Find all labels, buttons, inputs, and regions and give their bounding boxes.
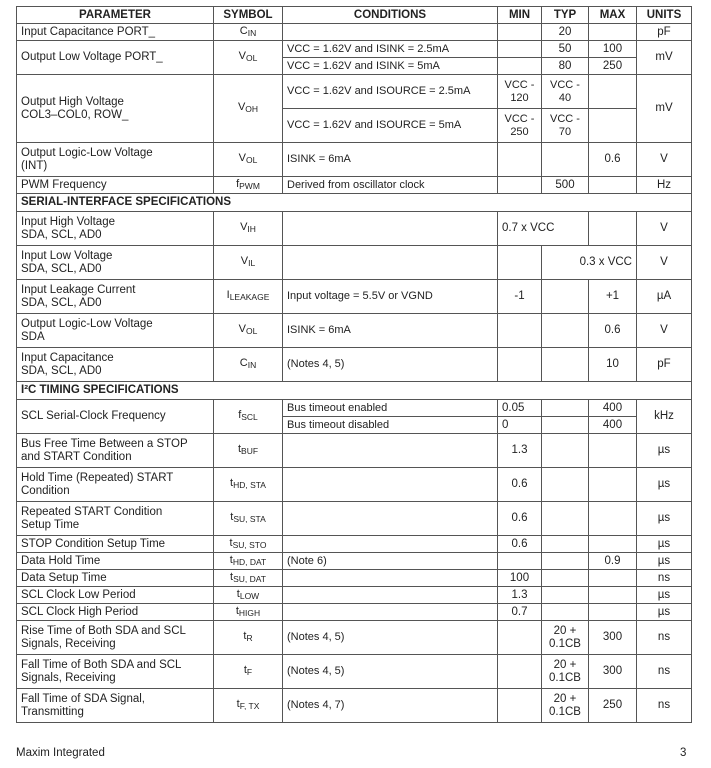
col-typ: TYP — [542, 7, 589, 24]
units-cell: µs — [637, 468, 692, 502]
units-cell: µs — [637, 502, 692, 536]
conditions-cell: Bus timeout enabled — [283, 400, 498, 417]
param-cell: STOP Condition Setup Time — [17, 536, 214, 553]
param-cell: Input Leakage Current SDA, SCL, AD0 — [17, 280, 214, 314]
conditions-cell — [283, 536, 498, 553]
min-cell: 0.6 — [498, 536, 542, 553]
table-row — [17, 280, 692, 314]
min-cell: -1 — [498, 280, 542, 314]
max-cell — [589, 536, 637, 553]
table-row — [17, 41, 692, 58]
typ-cell — [542, 143, 589, 177]
symbol-cell: $I_{LEAKAGE}$ — [214, 280, 283, 314]
table-row — [17, 246, 692, 280]
units-cell: ns — [637, 570, 692, 587]
param-cell: Output Logic-Low Voltage SDA — [17, 314, 214, 348]
max-cell — [589, 570, 637, 587]
table-row — [17, 177, 692, 194]
col-conditions: CONDITIONS — [283, 7, 498, 24]
col-units: UNITS — [637, 7, 692, 24]
max-cell: 0.6 — [589, 314, 637, 348]
symbol-cell: $C_{IN}$ — [214, 348, 283, 382]
symbol-cell: $f_{SCL}$ — [214, 400, 283, 434]
min-cell: 0.6 — [498, 502, 542, 536]
symbol-cell: $t_{HD, DAT}$ — [214, 553, 283, 570]
symbol-cell: $t_{HIGH}$ — [214, 604, 283, 621]
max-cell — [589, 502, 637, 536]
table-row — [17, 655, 692, 689]
param-cell: Data Setup Time — [17, 570, 214, 587]
min-cell — [498, 24, 542, 41]
min-cell — [498, 314, 542, 348]
units-cell: pF — [637, 24, 692, 41]
conditions-cell: VCC = 1.62V and ISINK = 5mA — [283, 58, 498, 75]
units-cell: µA — [637, 280, 692, 314]
units-cell: V — [637, 143, 692, 177]
conditions-cell: (Notes 4, 7) — [283, 689, 498, 723]
min-cell — [498, 41, 542, 58]
col-parameter: PARAMETER — [17, 7, 214, 24]
conditions-cell — [283, 502, 498, 536]
symbol-cell: $t_{F, TX}$ — [214, 689, 283, 723]
units-cell: µs — [637, 587, 692, 604]
max-cell: 0.3 x VCC — [542, 246, 637, 280]
section-heading-i2c: I²C TIMING SPECIFICATIONS — [17, 382, 692, 400]
param-cell: Fall Time of Both SDA and SCL Signals, Receiving — [17, 655, 214, 689]
conditions-cell — [283, 212, 498, 246]
table-row — [17, 348, 692, 382]
param-cell: Repeated START Condition Setup Time — [17, 502, 214, 536]
units-cell: µs — [637, 434, 692, 468]
table-row — [17, 314, 692, 348]
min-cell: 1.3 — [498, 434, 542, 468]
symbol-cell: $V_{OL}$ — [214, 41, 283, 75]
typ-cell — [542, 502, 589, 536]
min-cell: 0.05 — [498, 400, 542, 417]
conditions-cell: VCC = 1.62V and ISINK = 2.5mA — [283, 41, 498, 58]
table-row — [17, 570, 692, 587]
symbol-cell: $t_R$ — [214, 621, 283, 655]
units-cell: V — [637, 314, 692, 348]
param-cell: Input High Voltage SDA, SCL, AD0 — [17, 212, 214, 246]
max-cell: 250 — [589, 689, 637, 723]
conditions-cell — [283, 24, 498, 41]
table-row — [17, 604, 692, 621]
min-cell: VCC - 250 — [498, 109, 542, 143]
param-cell: Output Logic-Low Voltage (INT) — [17, 143, 214, 177]
param-cell: Input Low Voltage SDA, SCL, AD0 — [17, 246, 214, 280]
table-row — [17, 468, 692, 502]
conditions-cell: VCC = 1.62V and ISOURCE = 5mA — [283, 109, 498, 143]
max-cell: 100 — [589, 41, 637, 58]
symbol-cell: $t_F$ — [214, 655, 283, 689]
param-cell: Output High Voltage COL3–COL0, ROW_ — [17, 75, 214, 143]
min-cell — [498, 177, 542, 194]
typ-cell: 20 + 0.1CB — [542, 689, 589, 723]
min-cell: 1.3 — [498, 587, 542, 604]
section-row — [17, 382, 692, 400]
typ-cell — [542, 434, 589, 468]
typ-cell — [542, 348, 589, 382]
min-cell: 0.7 — [498, 604, 542, 621]
units-cell: µs — [637, 536, 692, 553]
symbol-cell: $V_{IH}$ — [214, 212, 283, 246]
typ-cell: 50 — [542, 41, 589, 58]
conditions-cell: (Notes 4, 5) — [283, 655, 498, 689]
table-row — [17, 434, 692, 468]
min-cell: 0.7 x VCC — [498, 212, 589, 246]
units-cell: mV — [637, 75, 692, 143]
max-cell — [589, 212, 637, 246]
table-row — [17, 621, 692, 655]
conditions-cell — [283, 587, 498, 604]
min-cell: 0 — [498, 417, 542, 434]
min-cell: 0.6 — [498, 468, 542, 502]
typ-cell: VCC - 40 — [542, 75, 589, 109]
units-cell: mV — [637, 41, 692, 75]
table-row — [17, 75, 692, 109]
footer-company: Maxim Integrated — [16, 747, 105, 759]
conditions-cell — [283, 434, 498, 468]
param-cell: Bus Free Time Between a STOP and START Condition — [17, 434, 214, 468]
conditions-cell: ISINK = 6mA — [283, 314, 498, 348]
units-cell: Hz — [637, 177, 692, 194]
conditions-cell: Input voltage = 5.5V or VGND — [283, 280, 498, 314]
typ-cell — [542, 417, 589, 434]
conditions-cell — [283, 468, 498, 502]
param-cell: Input Capacitance PORT_ — [17, 24, 214, 41]
max-cell: 400 — [589, 417, 637, 434]
units-cell: kHz — [637, 400, 692, 434]
min-cell — [498, 655, 542, 689]
symbol-cell: $t_{SU, STO}$ — [214, 536, 283, 553]
table-row — [17, 502, 692, 536]
typ-cell — [542, 604, 589, 621]
table-row — [17, 587, 692, 604]
section-row — [17, 194, 692, 212]
symbol-cell: $t_{LOW}$ — [214, 587, 283, 604]
min-cell — [498, 58, 542, 75]
symbol-cell: $t_{HD, STA}$ — [214, 468, 283, 502]
min-cell — [498, 143, 542, 177]
max-cell: 0.9 — [589, 553, 637, 570]
units-cell: ns — [637, 655, 692, 689]
typ-cell: 20 — [542, 24, 589, 41]
max-cell: 10 — [589, 348, 637, 382]
max-cell: 0.6 — [589, 143, 637, 177]
max-cell: 300 — [589, 621, 637, 655]
units-cell: µs — [637, 553, 692, 570]
symbol-cell: $V_{OL}$ — [214, 314, 283, 348]
max-cell: +1 — [589, 280, 637, 314]
typ-cell — [542, 570, 589, 587]
units-cell: ns — [637, 689, 692, 723]
param-cell: PWM Frequency — [17, 177, 214, 194]
param-cell: Data Hold Time — [17, 553, 214, 570]
max-cell — [589, 434, 637, 468]
col-symbol: SYMBOL — [214, 7, 283, 24]
units-cell: ns — [637, 621, 692, 655]
header-row — [17, 7, 692, 24]
min-cell: 100 — [498, 570, 542, 587]
max-cell — [589, 75, 637, 109]
typ-cell — [542, 536, 589, 553]
conditions-cell — [283, 570, 498, 587]
table-row — [17, 536, 692, 553]
max-cell: 400 — [589, 400, 637, 417]
table-row — [17, 553, 692, 570]
param-cell: SCL Serial-Clock Frequency — [17, 400, 214, 434]
table-row — [17, 24, 692, 41]
typ-cell: 20 + 0.1CB — [542, 621, 589, 655]
typ-cell — [542, 280, 589, 314]
conditions-cell: VCC = 1.62V and ISOURCE = 2.5mA — [283, 75, 498, 109]
symbol-cell: $t_{BUF}$ — [214, 434, 283, 468]
conditions-cell — [283, 604, 498, 621]
symbol-cell: $V_{IL}$ — [214, 246, 283, 280]
typ-cell: 80 — [542, 58, 589, 75]
symbol-cell: $t_{SU, STA}$ — [214, 502, 283, 536]
typ-cell — [542, 314, 589, 348]
typ-cell — [542, 468, 589, 502]
max-cell — [589, 109, 637, 143]
table-row — [17, 400, 692, 417]
min-cell — [498, 689, 542, 723]
max-cell — [589, 587, 637, 604]
max-cell — [589, 177, 637, 194]
units-cell: µs — [637, 604, 692, 621]
param-cell: Rise Time of Both SDA and SCL Signals, Receiving — [17, 621, 214, 655]
electrical-characteristics-table — [16, 6, 692, 723]
table-row — [17, 689, 692, 723]
param-cell: SCL Clock Low Period — [17, 587, 214, 604]
typ-cell — [542, 587, 589, 604]
table-row — [17, 212, 692, 246]
conditions-cell: ISINK = 6mA — [283, 143, 498, 177]
typ-cell — [542, 400, 589, 417]
symbol-cell: $V_{OH}$ — [214, 75, 283, 143]
max-cell — [589, 468, 637, 502]
min-cell — [498, 348, 542, 382]
page-number: 3 — [680, 747, 687, 759]
symbol-cell: $t_{SU, DAT}$ — [214, 570, 283, 587]
table-row — [17, 143, 692, 177]
max-cell: 300 — [589, 655, 637, 689]
min-cell — [498, 553, 542, 570]
section-heading-serial: SERIAL-INTERFACE SPECIFICATIONS — [17, 194, 692, 212]
conditions-cell — [283, 246, 498, 280]
units-cell: V — [637, 246, 692, 280]
max-cell — [589, 604, 637, 621]
symbol-cell: $V_{OL}$ — [214, 143, 283, 177]
units-cell: V — [637, 212, 692, 246]
conditions-cell: (Note 6) — [283, 553, 498, 570]
min-cell — [498, 246, 542, 280]
min-cell — [498, 621, 542, 655]
conditions-cell: Derived from oscillator clock — [283, 177, 498, 194]
conditions-cell: (Notes 4, 5) — [283, 621, 498, 655]
typ-cell: 20 + 0.1CB — [542, 655, 589, 689]
typ-cell — [542, 553, 589, 570]
col-min: MIN — [498, 7, 542, 24]
typ-cell: VCC - 70 — [542, 109, 589, 143]
min-cell: VCC - 120 — [498, 75, 542, 109]
col-max: MAX — [589, 7, 637, 24]
symbol-cell: $C_{IN}$ — [214, 24, 283, 41]
max-cell: 250 — [589, 58, 637, 75]
typ-cell: 500 — [542, 177, 589, 194]
symbol-cell: $f_{PWM}$ — [214, 177, 283, 194]
param-cell: SCL Clock High Period — [17, 604, 214, 621]
units-cell: pF — [637, 348, 692, 382]
conditions-cell: (Notes 4, 5) — [283, 348, 498, 382]
conditions-cell: Bus timeout disabled — [283, 417, 498, 434]
param-cell: Hold Time (Repeated) START Condition — [17, 468, 214, 502]
param-cell: Input Capacitance SDA, SCL, AD0 — [17, 348, 214, 382]
param-cell: Output Low Voltage PORT_ — [17, 41, 214, 75]
param-cell: Fall Time of SDA Signal, Transmitting — [17, 689, 214, 723]
max-cell — [589, 24, 637, 41]
